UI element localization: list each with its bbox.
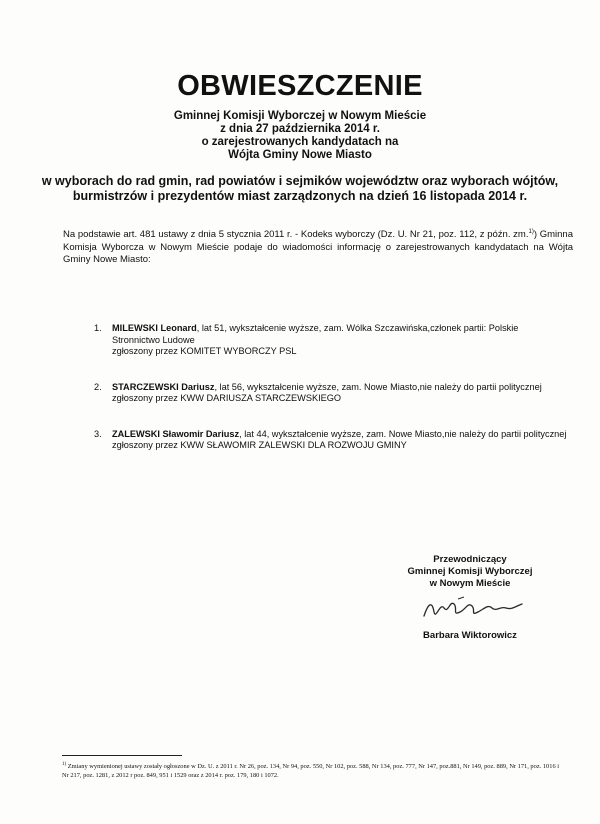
- headline-line: w wyborach do rad gmin, rad powiatów i sejmików województw oraz wyborach wójtów,: [41, 174, 559, 188]
- candidate-nominated-by: zgłoszony przez KOMITET WYBORCZY PSL: [112, 346, 297, 356]
- candidate-name: STARCZEWSKI Dariusz: [112, 381, 215, 392]
- candidate-number: 3.: [94, 428, 102, 439]
- subtitle-line: z dnia 27 października 2014 r.: [220, 123, 380, 135]
- footnote-marker: 1): [62, 762, 67, 767]
- candidate-list: [94, 323, 574, 476]
- candidate-details: , lat 44, wykształcenie wyższe, zam. Nowe Miasto,nie należy do partii politycznej: [239, 428, 567, 439]
- intro-text: Na podstawie art. 481 ustawy z dnia 5 stycznia 2011 r. - Kodeks wyborczy (Dz. U. Nr 21, poz. 112, z późn. zm.: [63, 229, 529, 241]
- document-title: OBWIESZCZENIE: [177, 70, 423, 102]
- candidate-item: [94, 323, 574, 358]
- subtitle-line: Gminnej Komisji Wyborczej w Nowym Mieście: [173, 110, 427, 122]
- signer-name: Barbara Wiktorowicz: [423, 630, 517, 641]
- election-headline: [30, 174, 570, 204]
- candidate-item: [94, 382, 574, 405]
- candidate-details: , lat 51, wykształcenie wyższe, zam. Wólka Szczawińska,członek partii: Polskie Stronnictwo Ludowe: [112, 323, 519, 345]
- candidate-nominated-by: zgłoszony przez KWW DARIUSZA STARCZEWSKIEGO: [112, 393, 342, 403]
- candidate-details: , lat 56, wykształcenie wyższe, zam. Nowe Miasto,nie należy do partii politycznej: [214, 381, 542, 392]
- subtitle-line: Wójta Gminy Nowe Miasto: [228, 149, 372, 161]
- footnote-divider: [62, 755, 182, 756]
- handwritten-signature: [418, 590, 528, 626]
- footnote-ref: 1): [528, 229, 534, 235]
- footnote-text: Zmiany wymienionej ustawy zostały ogłoszone w Dz. U. z 2011 r. Nr 26, poz. 134, Nr 94, poz. 550, Nr 102, poz. 588, Nr 134, poz. 777, Nr 147, poz.881, Nr 149, poz. 889, Nr 171, poz. 1016 i Nr 217, poz. 1281, z 2012 r poz. 849, 951 i 1529 oraz z 2014 r. poz. 179, 180 i 1072.: [62, 763, 560, 780]
- headline-line: burmistrzów i prezydentów miast zarządzonych na dzień 16 listopada 2014 r.: [72, 189, 528, 203]
- intro-text-end: ) Gminna Komisja Wyborcza w Nowym Mieście podaje do wiadomości informację o zarejestrowanych kandydatach na Wójta Gminy Nowe Miasto:: [63, 229, 573, 266]
- footnote: [62, 760, 562, 780]
- candidate-nominated-by: zgłoszony przez KWW SŁAWOMIR ZALEWSKI DLA ROZWOJU GMINY: [112, 440, 407, 450]
- candidate-number: 1.: [94, 323, 102, 333]
- candidate-name: MILEWSKI Leonard: [112, 323, 197, 333]
- signature-block: [385, 554, 555, 590]
- signature-title-line: w Nowym Mieście: [429, 578, 511, 589]
- candidate-number: 2.: [94, 381, 102, 392]
- candidate-name: ZALEWSKI Sławomir Dariusz: [112, 428, 240, 439]
- intro-paragraph: [63, 226, 573, 267]
- document-subtitle: [0, 110, 600, 162]
- candidate-item: [94, 429, 574, 452]
- signature-title-line: Przewodniczący: [433, 554, 507, 565]
- subtitle-line: o zarejestrowanych kandydatach na: [201, 136, 399, 148]
- signature-title-line: Gminnej Komisji Wyborczej: [407, 566, 533, 577]
